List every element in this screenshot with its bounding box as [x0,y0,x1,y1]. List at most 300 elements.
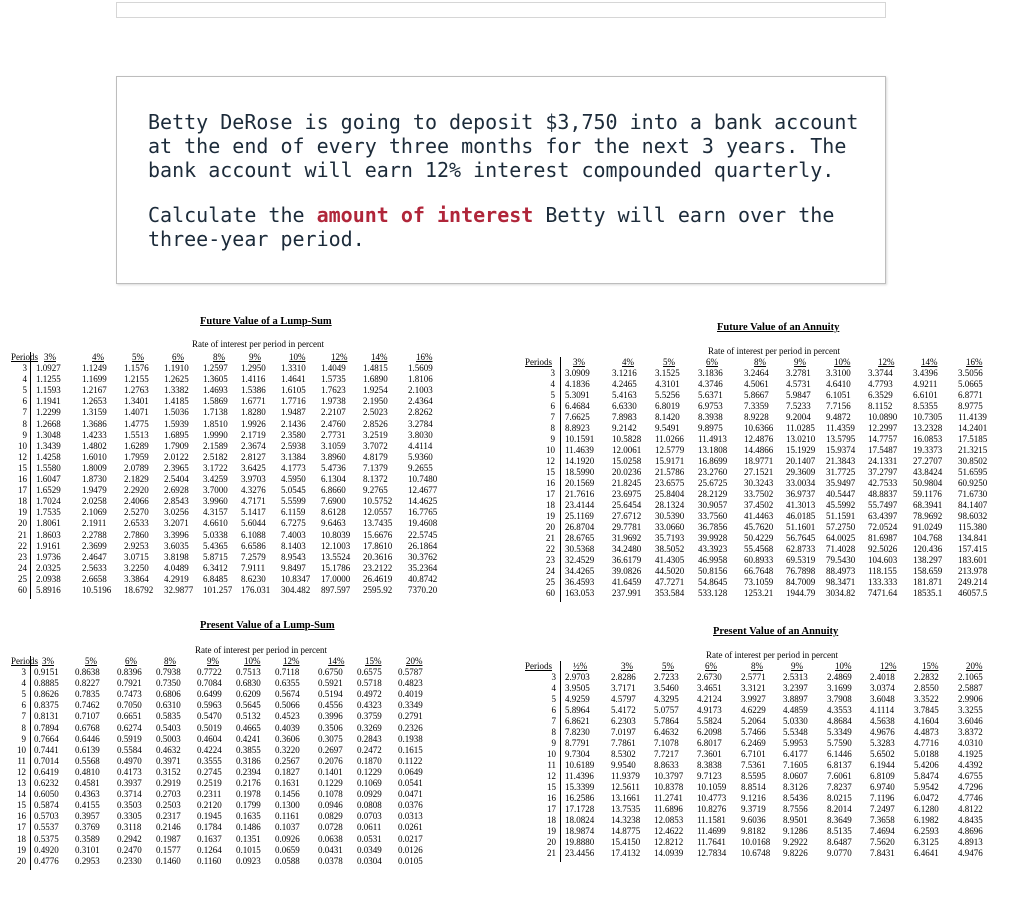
pv-annuity-cell: 5.0188 [914,749,939,759]
fv-lump-title: Future Value of a Lump-Sum [200,316,332,327]
fv-annuity-cell: 37.4502 [744,500,774,510]
pv-lump-cell: 0.9151 [34,667,59,677]
pv-annuity-title: Present Value of an Annuity [713,626,839,637]
pv-lump-cell: 0.1069 [357,778,382,788]
pv-lump-cell: 0.1987 [156,833,181,844]
fv-lump-period: 12 [18,451,27,462]
fv-annuity-cell: 21.3843 [826,456,856,466]
fv-lump-cell: 9.2765 [363,485,388,496]
fv-annuity-cell: 41.3013 [786,500,816,510]
pv-annuity-period: 9 [551,738,556,748]
fv-annuity-period: 3 [550,368,555,378]
fv-lump-cell: 2.5182 [203,451,228,462]
fv-annuity-cell: 120.436 [913,544,943,554]
pv-lump-cell: 0.3714 [117,789,142,800]
pv-lump-cell: 0.4972 [357,689,382,700]
pv-annuity-cell: 7.1196 [870,793,895,803]
fv-annuity-col-header: 8% [754,357,766,367]
pv-lump-cell: 0.2567 [275,755,300,766]
pv-lump-cell: 0.6768 [75,722,100,733]
fv-annuity-cell: 46.9958 [698,555,728,565]
pv-annuity-cell: 6.8017 [697,738,722,748]
fv-lump-cell: 1.1699 [82,374,107,385]
pv-annuity-cell: 7.8237 [827,782,852,792]
pv-annuity-cell: 4.3553 [827,705,852,715]
fv-lump-cell: 2.8526 [363,418,388,429]
fv-annuity-cell: 41.4305 [655,555,685,565]
fv-annuity-cell: 68.3941 [913,500,943,510]
pv-annuity-col-header: 3% [621,661,633,671]
pv-annuity-cell: 18.9874 [565,826,595,836]
fv-lump-cell: 1.4049 [321,363,346,373]
fv-lump-cell: 1.4775 [124,418,149,429]
fv-lump-cell: 1.6047 [36,474,61,484]
pv-lump-cell: 0.1978 [236,789,261,800]
pv-annuity-cell: 3.5460 [654,683,679,693]
fv-lump-cell: 14.4625 [408,496,438,507]
pv-annuity-cell: 2.8286 [611,672,636,682]
pv-lump-period: 12 [17,766,26,777]
fv-annuity-cell: 12.0061 [612,445,642,455]
fv-lump-cell: 1.3310 [281,363,306,373]
pv-lump-cell: 0.1300 [275,800,300,811]
fv-annuity-cell: 18.5990 [565,467,595,477]
pv-lump-period-divider [30,656,31,870]
pv-lump-cell: 0.1456 [275,789,300,800]
fv-lump-cell: 3.0256 [164,507,189,518]
fv-lump-period: 9 [22,429,27,440]
fv-annuity-cell: 30.5390 [655,511,685,521]
pv-lump-cell: 0.3769 [75,822,100,833]
pv-annuity-cell: 5.9953 [783,738,808,748]
pv-lump-cell: 0.5674 [275,689,300,700]
fv-annuity-col-header: 3% [573,357,585,367]
pv-lump-cell: 0.3855 [236,744,261,755]
fv-lump-cell: 1.1255 [36,374,61,385]
fv-lump-cell: 176.031 [241,585,271,595]
pv-annuity-cell: 13.1661 [611,793,641,803]
pv-lump-cell: 0.7938 [156,667,181,677]
fv-annuity-cell: 3.3744 [868,368,893,378]
fv-lump-cell: 2.6928 [164,485,189,496]
pv-annuity-cell: 7.1078 [654,738,679,748]
fv-annuity-cell: 19.3373 [913,445,943,455]
fv-lump-cell: 1.4185 [164,396,189,407]
fv-lump-cell: 2.7860 [124,529,149,540]
pv-lump-cell: 0.1784 [197,822,222,833]
pv-annuity-cell: 3.7171 [611,683,636,693]
fv-annuity-cell: 237.991 [612,588,642,598]
fv-annuity-cell: 10.1591 [565,434,595,444]
pv-annuity-period: 12 [547,771,556,781]
pv-annuity-cell: 2.6730 [697,672,722,682]
fv-annuity-cell: 6.8019 [655,401,680,411]
pv-annuity-cell: 10.4773 [697,793,727,803]
pv-lump-cell: 0.4823 [398,678,423,689]
fv-annuity-cell: 5.6371 [698,390,723,400]
fv-lump-cell: 2.8127 [241,451,266,462]
fv-lump-col-header: 6% [172,352,184,362]
fv-lump-period: 23 [18,551,27,562]
fv-annuity-cell: 30.3243 [744,478,774,488]
pv-lump-cell: 0.6446 [75,733,100,744]
fv-annuity-cell: 48.8837 [868,489,898,499]
pv-annuity-cell: 4.2124 [697,694,722,704]
fv-lump-cell: 2.7731 [321,429,346,440]
pv-lump-period: 20 [17,855,26,866]
fv-lump-cell: 10.7480 [408,474,438,484]
pv-annuity-cell: 2.8550 [914,683,939,693]
pv-annuity-col-header: 6% [705,661,717,671]
fv-annuity-cell: 5.9847 [786,390,811,400]
pv-lump-cell: 0.5537 [34,822,59,833]
fv-lump-period: 8 [22,418,27,429]
pv-annuity-cell: 2.4018 [870,672,895,682]
pv-annuity-cell: 4.5638 [870,716,895,726]
pv-lump-cell: 0.4581 [75,778,100,788]
fv-lump-cell: 6.1159 [281,507,306,518]
pv-lump-cell: 0.5919 [117,733,142,744]
fv-lump-cell: 40.8742 [408,573,438,584]
fv-annuity-cell: 30.5368 [565,544,595,554]
pv-lump-cell: 0.5003 [156,733,181,744]
pv-lump-cell: 0.2317 [156,811,181,822]
fv-annuity-cell: 27.2707 [913,456,943,466]
pv-annuity-cell: 11.4396 [565,771,594,781]
fv-annuity-cell: 37.2797 [868,467,898,477]
pv-annuity-cell: 2.5313 [783,672,808,682]
pv-lump-cell: 0.7462 [75,700,100,711]
pv-annuity-cell: 5.4172 [611,705,636,715]
pv-annuity-col-header: 5% [662,661,674,671]
fv-annuity-cell: 38.5052 [655,544,685,554]
pv-lump-periods-label: Periods [11,656,38,666]
pv-lump-cell: 0.3305 [117,811,142,822]
fv-lump-cell: 3.8198 [164,551,189,562]
pv-lump-cell: 0.3555 [197,755,222,766]
pv-lump-cell: 0.1945 [197,811,222,822]
fv-annuity-col-header: 9% [794,357,806,367]
pv-lump-cell: 0.1637 [197,833,222,844]
pv-annuity-cell: 17.1728 [565,804,595,814]
fv-lump-cell: 6.8485 [203,573,228,584]
pv-lump-cell: 0.6310 [156,700,181,711]
pv-lump-cell: 0.5835 [156,711,181,722]
pv-lump-cell: 0.1401 [318,766,343,777]
fv-annuity-cell: 39.9928 [698,533,728,543]
pv-annuity-period-divider [560,661,561,862]
pv-annuity-cell: 4.9476 [958,848,983,858]
fv-annuity-cell: 16.8699 [698,456,728,466]
pv-annuity-cell: 13.7535 [611,804,641,814]
pv-lump-col-header: 8% [164,656,176,666]
fv-annuity-cell: 72.0524 [868,522,898,532]
pv-annuity-cell: 4.9676 [870,727,895,737]
pv-annuity-cell: 6.1982 [914,815,939,825]
pv-lump-cell: 0.2953 [75,855,100,866]
fv-annuity-period: 19 [546,511,555,521]
pv-annuity-cell: 5.0330 [783,716,808,726]
answer-input-field[interactable] [116,2,886,18]
pv-lump-cell: 0.1122 [398,755,423,766]
fv-lump-period-divider [30,352,31,599]
fv-annuity-cell: 8.1420 [655,412,680,422]
pv-annuity-cell: 8.5436 [783,793,808,803]
pv-lump-period: 17 [17,822,26,833]
pv-annuity-cell: 6.2593 [914,826,939,836]
fv-lump-cell: 2.0938 [36,573,61,584]
fv-annuity-cell: 25.6725 [698,478,728,488]
fv-lump-cell: 15.6676 [363,529,393,540]
pv-lump-cell: 0.0926 [275,833,300,844]
pv-annuity-cell: 4.8696 [958,826,983,836]
pv-lump-cell: 0.7441 [34,744,59,755]
fv-lump-cell: 2.1436 [281,418,306,429]
pv-lump-period: 13 [17,778,26,788]
fv-annuity-cell: 23.6975 [612,489,642,499]
pv-annuity-cell: 5.9542 [914,782,939,792]
fv-annuity-cell: 10.6366 [744,423,774,433]
pv-lump-cell: 0.4224 [197,744,222,755]
pv-annuity-cell: 8.3126 [783,782,808,792]
fv-annuity-cell: 134.841 [958,533,988,543]
fv-lump-cell: 6.3412 [203,562,228,573]
pv-annuity-subtitle: Rate of interest per period in percent [706,650,838,660]
pv-lump-period: 16 [17,811,26,822]
pv-annuity-cell: 9.1216 [741,793,766,803]
pv-annuity-period: 10 [547,749,556,759]
fv-lump-cell: 1.6010 [82,451,107,462]
pv-lump-cell: 0.2330 [117,855,142,866]
pv-annuity-cell: 11.9379 [611,771,640,781]
pv-lump-cell: 0.1229 [357,766,382,777]
pv-annuity-col-header: ½% [573,661,588,671]
fv-lump-cell: 2.1911 [82,518,107,529]
pv-lump-cell: 0.2942 [117,833,142,844]
fv-lump-cell: 3.8030 [408,429,433,440]
fv-lump-cell: 4.4114 [408,440,433,451]
pv-annuity-cell: 10.0168 [741,837,771,847]
fv-lump-cell: 7.6900 [321,496,346,507]
fv-lump-cell: 4.5950 [281,474,306,484]
pv-annuity-cell: 2.1065 [958,672,983,682]
pv-annuity-cell: 3.4651 [697,683,722,693]
pv-lump-cell: 0.6750 [318,667,343,677]
pv-lump-cell: 0.5375 [34,833,59,844]
fv-annuity-cell: 36.6179 [612,555,642,565]
fv-annuity-cell: 16.0853 [913,434,943,444]
pv-lump-col-header: 15% [365,656,382,666]
pv-lump-cell: 0.3269 [357,722,382,733]
pv-lump-cell: 0.3220 [275,744,300,755]
fv-lump-period: 18 [18,496,27,507]
fv-annuity-cell: 3.1525 [655,368,680,378]
fv-lump-col-header: 16% [416,352,433,362]
fv-lump-cell: 1.4815 [363,363,388,373]
pv-annuity-cell: 5.4206 [914,760,939,770]
pv-annuity-cell: 5.7590 [827,738,852,748]
fv-annuity-cell: 4.5061 [744,379,769,389]
fv-annuity-cell: 62.8733 [786,544,816,554]
fv-annuity-cell: 7471.64 [868,588,898,598]
pv-annuity-period: 15 [547,782,556,792]
pv-annuity-cell: 8.8633 [654,760,679,770]
pv-annuity-cell: 4.8684 [827,716,852,726]
fv-lump-cell: 4.6610 [203,518,228,529]
fv-lump-cell: 2.2920 [124,485,149,496]
pv-lump-cell: 0.7473 [117,689,142,700]
fv-lump-cell: 1.9926 [241,418,266,429]
pv-annuity-cell: 7.3658 [870,815,895,825]
fv-lump-cell: 304.482 [281,585,311,595]
fv-lump-cell: 2.3674 [241,440,266,451]
pv-lump-cell: 0.2843 [357,733,382,744]
fv-annuity-cell: 3.0909 [565,368,590,378]
pv-lump-cell: 0.0105 [398,855,423,866]
pv-lump-cell: 0.0313 [398,811,423,822]
pv-lump-cell: 0.5874 [34,800,59,811]
fv-lump-cell: 1.4258 [36,451,61,462]
fv-annuity-cell: 35.9497 [826,478,856,488]
fv-annuity-cell: 8.1152 [868,401,893,411]
fv-lump-col-header: 14% [371,352,388,362]
fv-lump-cell: 1.7535 [36,507,61,518]
fv-lump-cell: 4.7171 [241,496,266,507]
fv-annuity-cell: 21.5786 [655,467,685,477]
fv-lump-col-header: 8% [213,352,225,362]
pv-lump-cell: 0.8131 [34,711,59,722]
fv-annuity-cell: 163.053 [565,588,595,598]
fv-lump-cell: 1.8510 [203,418,228,429]
pv-annuity-cell: 8.7791 [565,738,590,748]
fv-annuity-col-header: 6% [706,357,718,367]
fv-annuity-cell: 181.871 [913,577,943,587]
fv-annuity-cell: 1944.79 [786,588,816,598]
pv-lump-cell: 0.0471 [398,789,423,800]
pv-annuity-cell: 7.0197 [611,727,636,737]
fv-lump-cell: 3.6035 [164,540,189,551]
pv-annuity-cell: 7.5620 [870,837,895,847]
pv-lump-cell: 0.4363 [75,789,100,800]
pv-annuity-cell: 6.3125 [914,837,939,847]
pv-lump-cell: 0.7350 [156,678,181,689]
fv-annuity-cell: 20.0236 [612,467,642,477]
fv-lump-cell: 2.8543 [164,496,189,507]
pv-annuity-cell: 3.3522 [914,694,939,704]
fv-annuity-cell: 63.4397 [868,511,898,521]
fv-lump-cell: 9.6463 [321,518,346,529]
fv-lump-cell: 1.3401 [124,396,149,407]
fv-lump-period: 15 [18,462,27,473]
fv-lump-cell: 1.7623 [321,385,346,396]
pv-lump-cell: 0.6419 [34,766,59,777]
fv-annuity-col-header: 16% [966,357,983,367]
fv-annuity-period: 4 [550,379,555,389]
pv-lump-cell: 0.0304 [357,855,382,866]
fv-lump-cell: 2.1003 [408,385,433,396]
pv-annuity-cell: 14.0939 [654,848,684,858]
fv-lump-cell: 3.3864 [124,573,149,584]
fv-lump-cell: 3.8960 [321,451,346,462]
pv-annuity-period: 17 [547,804,556,814]
pv-annuity-cell: 2.9703 [565,672,590,682]
fv-lump-cell: 3.1384 [281,451,306,462]
fv-annuity-cell: 42.7533 [868,478,898,488]
fv-annuity-cell: 98.3471 [826,577,856,587]
fv-annuity-cell: 3.2781 [786,368,811,378]
fv-annuity-cell: 8.9775 [958,401,983,411]
pv-lump-cell: 0.0261 [398,822,423,833]
fv-annuity-period: 24 [546,566,555,576]
fv-annuity-cell: 39.0826 [612,566,642,576]
fv-lump-period: 16 [18,474,27,484]
pv-annuity-cell: 4.4392 [958,760,983,770]
fv-lump-cell: 1.3048 [36,429,61,440]
fv-lump-cell: 1.2299 [36,407,61,418]
fv-lump-cell: 1.4802 [82,440,107,451]
fv-lump-cell: 1.3382 [164,385,189,396]
pv-annuity-cell: 5.2064 [741,716,766,726]
pv-lump-cell: 0.5645 [236,700,261,711]
pv-lump-col-header: 6% [125,656,137,666]
fv-annuity-cell: 44.5020 [655,566,685,576]
pv-annuity-cell: 12.0853 [654,815,684,825]
fv-annuity-cell: 11.0285 [786,423,815,433]
pv-annuity-cell: 5.0757 [654,705,679,715]
fv-annuity-cell: 11.4913 [698,434,727,444]
fv-annuity-cell: 33.0660 [655,522,685,532]
fv-lump-cell: 1.7909 [164,440,189,451]
fv-annuity-cell: 15.0258 [612,456,642,466]
fv-annuity-cell: 78.9692 [913,511,943,521]
pv-annuity-cell: 6.1446 [827,749,852,759]
pv-annuity-period: 4 [551,683,556,693]
fv-annuity-period: 23 [546,555,555,565]
pv-lump-cell: 0.3759 [357,711,382,722]
fv-lump-cell: 1.8009 [82,462,107,473]
pv-annuity-cell: 9.2922 [783,837,808,847]
pv-lump-cell: 0.0929 [357,789,382,800]
pv-annuity-cell: 6.8621 [565,716,590,726]
pv-annuity-cell: 10.1059 [697,782,727,792]
pv-lump-col-header: 12% [283,656,300,666]
pv-lump-cell: 0.4920 [34,844,59,855]
fv-annuity-cell: 43.3923 [698,544,728,554]
pv-annuity-cell: 3.9927 [741,694,766,704]
fv-annuity-cell: 6.3529 [868,390,893,400]
fv-annuity-cell: 88.4973 [826,566,856,576]
pv-lump-period: 19 [17,844,26,855]
pv-lump-cell: 0.1264 [197,844,222,855]
fv-lump-cell: 1.8106 [408,374,433,385]
fv-annuity-cell: 6.8771 [958,390,983,400]
fv-lump-cell: 6.7275 [281,518,306,529]
pv-annuity-period: 19 [547,826,556,836]
pv-lump-cell: 0.6830 [236,678,261,689]
pv-annuity-period: 6 [551,705,556,715]
fv-lump-cell: 1.4071 [124,407,149,418]
pv-annuity-cell: 5.3349 [827,727,852,737]
pv-lump-cell: 0.2146 [156,822,181,833]
fv-lump-cell: 4.3157 [203,507,228,518]
pv-lump-cell: 0.2503 [156,800,181,811]
fv-annuity-cell: 8.5355 [913,401,938,411]
fv-annuity-cell: 353.584 [655,588,685,598]
fv-annuity-cell: 71.4028 [826,544,856,554]
fv-lump-cell: 1.4116 [241,374,266,385]
pv-lump-cell: 0.6651 [117,711,142,722]
pv-annuity-cell: 2.5771 [741,672,766,682]
